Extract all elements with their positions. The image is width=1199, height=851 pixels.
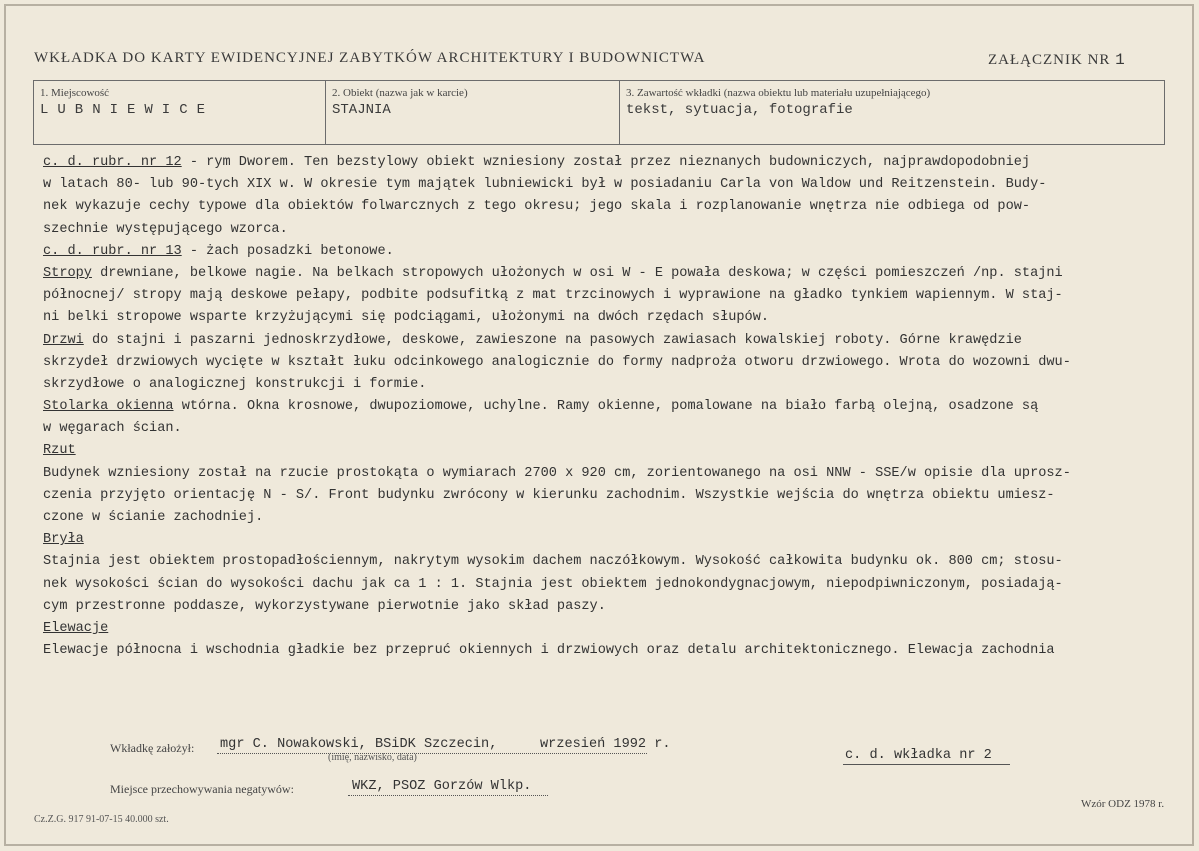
storage-value: WKZ, PSOZ Gorzów Wlkp. xyxy=(352,779,532,794)
section-heading: Stolarka okienna xyxy=(43,399,174,415)
storage-dotted-line xyxy=(348,795,548,796)
section-heading: Stropy xyxy=(43,265,92,281)
text-line xyxy=(43,440,1193,462)
annex-label: ZAŁĄCZNIK NR xyxy=(988,52,1111,68)
text-line: Stropy drewniane, belkowe nagie. Na belkach stropowych ułożonych w osi W - E powała deskowa; w części pomieszczeń /np. stajni xyxy=(43,265,1063,281)
text-line: Budynek wzniesiony został na rzucie prostokąta o wymiarach 2700 x 920 cm, zorientowanego na osi NNW - SSE/w opisie dla uprosz- xyxy=(43,465,1071,481)
field-object xyxy=(325,80,619,145)
section-heading: c. d. rubr. nr 13 xyxy=(43,243,182,259)
text-line: północnej/ stropy mają deskowe pełapy, podbite podsufitką z mat trzcinowych i wyprawione na gładko tynkiem wapiennym. W staj- xyxy=(43,288,1063,304)
author-dotted-line xyxy=(217,753,647,754)
field-contents-label: 3. Zawartość wkładki (nazwa obiektu lub materiału uzupełniającego) xyxy=(626,87,931,99)
text-line: szechnie występującego wzorca. xyxy=(43,221,288,237)
text-line xyxy=(43,529,1193,551)
field-locality xyxy=(33,80,325,145)
text-line: ni belki stropowe wsparte krzyżującymi się podciągami, ułożonymi na dwóch rzędach słupów. xyxy=(43,310,770,326)
storage-label: Miejsce przechowywania negatywów: xyxy=(110,782,294,796)
form-title: WKŁADKA DO KARTY EWIDENCYJNEJ ZABYTKÓW ARCHITEKTURY I BUDOWNICTWA xyxy=(34,50,706,66)
description-text xyxy=(43,152,1193,662)
text-line: czone w ścianie zachodniej. xyxy=(43,510,264,525)
field-contents xyxy=(619,80,1165,145)
annex-number-value: 1 xyxy=(1115,51,1126,69)
text-line: cym przestronne poddasze, wykorzystywane pierwotnie jako skład paszy. xyxy=(43,598,606,614)
text-line: Stolarka okienna wtórna. Okna krosnowe, dwupoziomowe, uchylne. Ramy okienne, pomalowane na biało farbą olejną, osadzone są xyxy=(43,399,1039,415)
continuation-underline xyxy=(843,764,1010,765)
text-line: nek wysokości ścian do wysokości dachu jak ca 1 : 1. Stajnia jest obiektem jednokondygnacjowym, niepodpiwniczonym, posiadają- xyxy=(43,576,1063,592)
field-locality-label: 1. Miejscowość xyxy=(40,87,110,99)
section-heading: Rzut xyxy=(43,443,76,459)
text-line: c. d. rubr. nr 12 - rym Dworem. Ten bezstylowy obiekt wzniesiony został przez nieznanych budowniczych, najprawdopodobniej xyxy=(43,155,1031,170)
field-object-value: STAJNIA xyxy=(332,102,391,118)
print-info: Cz.Z.G. 917 91-07-15 40.000 szt. xyxy=(34,814,169,825)
text-line: c. d. rubr. nr 13 - żach posadzki betonowe. xyxy=(43,243,394,259)
author-hint: (imię, nazwisko, data) xyxy=(328,752,417,763)
field-locality-value: LUBNIEWICE xyxy=(40,102,215,118)
section-heading: Elewacje xyxy=(43,620,109,636)
text-line: Stajnia jest obiektem prostopadłościennym, nakrytym wysokim dachem naczółkowym. Wysokość całkowita budynku ok. 800 cm; stosu- xyxy=(43,554,1063,570)
text-line: Drzwi do stajni i paszarni jednoskrzydłowe, deskowe, zawieszone na pasowych zawiasach kowalskiej roboty. Górne krawędzie xyxy=(43,332,1022,348)
text-line: w latach 80- lub 90-tych XIX w. W okresie tym majątek lubniewicki był w posiadaniu Carla von Waldow und Reitzenstein. Budy- xyxy=(43,177,1047,193)
field-contents-value: tekst, sytuacja, fotografie xyxy=(626,102,853,118)
field-object-label: 2. Obiekt (nazwa jak w karcie) xyxy=(332,87,468,99)
author-date: wrzesień 1992 r. xyxy=(540,737,671,752)
text-line: nek wykazuje cechy typowe dla obiektów folwarcznych z tego okresu; jego skala i rozplanowanie wnętrza nie odbiega od pow- xyxy=(43,199,1031,215)
continuation-note: c. d. wkładka nr 2 xyxy=(845,748,992,763)
author-label: Wkładkę założył: xyxy=(110,741,195,755)
author-value: mgr C. Nowakowski, BSiDK Szczecin, xyxy=(220,737,498,752)
annex-number xyxy=(988,51,1126,69)
section-heading: c. d. rubr. nr 12 xyxy=(43,155,182,170)
section-heading: Bryła xyxy=(43,532,84,548)
text-line xyxy=(43,618,1193,640)
section-heading: Drzwi xyxy=(43,332,84,348)
text-line: czenia przyjęto orientację N - S/. Front budynku zwrócony w kierunku zachodnim. Wszystkie wejścia do wnętrza obiektu umiesz- xyxy=(43,487,1055,503)
text-line: w węgarach ścian. xyxy=(43,421,182,437)
text-line: skrzydeł drzwiowych wycięte w kształt łuku odcinkowego analogicznie do formy nadproża otworu drzwiowego. Wrota do wozowni dwu- xyxy=(43,354,1071,370)
text-line: skrzydłowe o analogicznej konstrukcji i formie. xyxy=(43,376,427,392)
form-model: Wzór ODZ 1978 r. xyxy=(1081,798,1165,810)
text-line: Elewacje północna i wschodnia gładkie bez przepruć okiennych i drzwiowych oraz detalu architektonicznego. Elewacja zachodnia xyxy=(43,643,1055,659)
